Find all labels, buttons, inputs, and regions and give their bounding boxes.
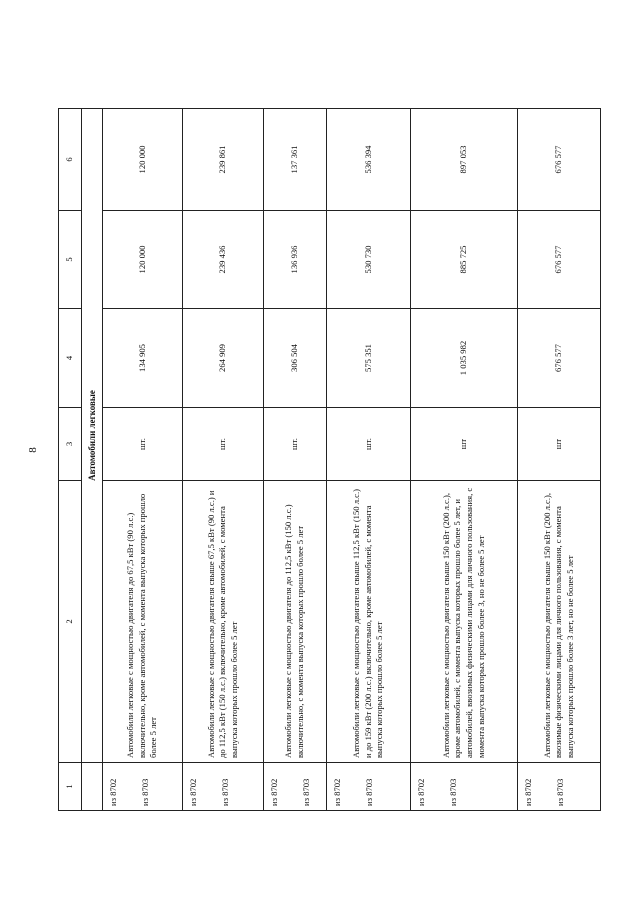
section-title: Автомобили легковые [82,109,103,763]
unit-cell: шт [518,408,601,481]
header-cell: 3 [59,408,82,481]
table-row [103,109,183,811]
value-col4: 264 909 [183,309,264,408]
tn-ved-code-cell [264,763,327,811]
value-col5: 676 577 [518,211,601,309]
value-col4: 306 504 [264,309,327,408]
unit-cell: шт [411,408,518,481]
table-row [183,109,264,811]
unit-cell: шт. [327,408,411,481]
tn-ved-code: из 8703 [447,778,458,806]
table-row [264,109,327,811]
table-row [411,109,518,811]
description-cell: Автомобили легковые с мощностью двигателя свыше 112,5 кВт (150 л.с.) и до 159 кВт (200 л.с.) включительно, кроме автомобилей, с момента выпуска которых прошло более 5 лет [327,481,411,763]
tn-ved-code-cell [411,763,518,811]
value-col5: 239 436 [183,211,264,309]
unit-cell: шт. [264,408,327,481]
tn-ved-code: из 8702 [269,778,279,806]
value-col6: 120 000 [103,109,183,211]
table-row [327,109,411,811]
tn-ved-code: из 8703 [363,778,374,806]
tn-ved-code: из 8703 [139,778,150,806]
value-col6: 536 394 [327,109,411,211]
vehicles-table [58,108,601,811]
page-number: 8 [27,447,39,453]
description-cell: Автомобили легковые с мощностью двигателя свыше 150 кВт (200 л.с.), ввозимые физическими лицами для личного пользования, с момента выпуска которых прошло более 3 лет, но не более 5 лет [518,481,601,763]
tn-ved-code-cell [183,763,264,811]
tn-ved-code-cell [103,763,183,811]
value-col5: 136 936 [264,211,327,309]
description-cell: Автомобили легковые с мощностью двигателя свыше 67,5 кВт (90 л.с.) и до 112,5 кВт (150 л.с.) включительно, кроме автомобилей, с момента выпуска которых прошло более 5 лет [183,481,264,763]
description-cell: Автомобили легковые с мощностью двигателя до 112,5 кВт (150 л.с.) включительно, с момента выпуска которых прошло более 5 лет [264,481,327,763]
tn-ved-code-cell [327,763,411,811]
value-col4: 134 905 [103,309,183,408]
rotated-table-wrapper [58,109,573,811]
header-cell: 6 [59,109,82,211]
value-col5: 120 000 [103,211,183,309]
value-col4: 575 351 [327,309,411,408]
tn-ved-code: из 8702 [188,778,198,806]
unit-cell: шт. [183,408,264,481]
value-col5: 530 730 [327,211,411,309]
value-col6: 897 053 [411,109,518,211]
value-col6: 676 577 [518,109,601,211]
section-row [82,109,103,811]
tn-ved-code-cell [518,763,601,811]
description-cell: Автомобили легковые с мощностью двигателя до 67,5 кВт (90 л.с.) включительно, кроме автомобилей, с момента выпуска которых прошло более 5 лет [103,481,183,763]
value-col5: 885 725 [411,211,518,309]
value-col4: 1 035 982 [411,309,518,408]
unit-cell: шт. [103,408,183,481]
header-row [59,109,82,811]
description-cell: Автомобили легковые с мощностью двигателя свыше 150 кВт (200 л.с.), кроме автомобилей, с момента выпуска которых прошло более 5 лет, и автомобилей, ввозимых физическими лицами для личного пользования, с момента выпуска которых прошло более 3, но не более 5 лет [411,481,518,763]
header-cell: 1 [59,763,82,811]
header-cell: 4 [59,309,82,408]
table-row [518,109,601,811]
value-col4: 676 577 [518,309,601,408]
tn-ved-code: из 8703 [300,778,311,806]
tn-ved-code: из 8703 [219,778,230,806]
header-cell: 5 [59,211,82,309]
value-col6: 137 361 [264,109,327,211]
header-cell: 2 [59,481,82,763]
tn-ved-code: из 8702 [523,778,533,806]
tn-ved-code: из 8702 [108,778,118,806]
tn-ved-code: из 8703 [554,778,565,806]
tn-ved-code: из 8702 [416,778,426,806]
value-col6: 239 861 [183,109,264,211]
tn-ved-code: из 8702 [332,778,342,806]
